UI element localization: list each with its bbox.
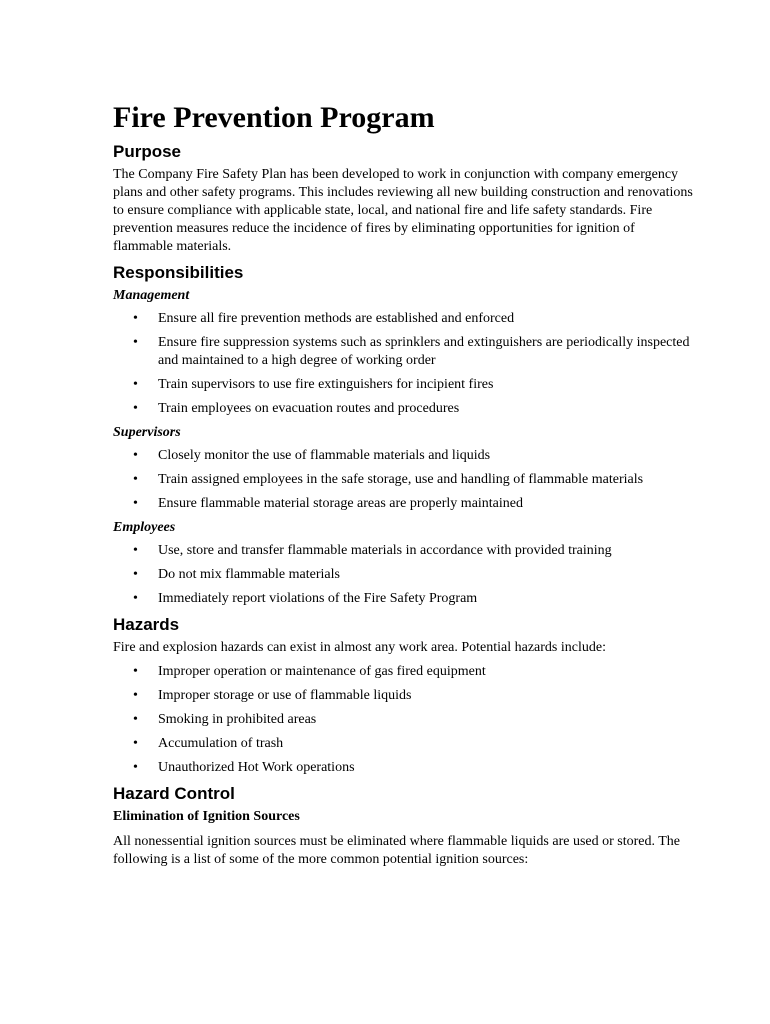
list-item-text: Ensure flammable material storage areas are properly maintained: [158, 496, 523, 511]
management-list: [113, 310, 693, 418]
hazards-intro: Fire and explosion hazards can exist in almost any work area. Potential hazards include:: [113, 640, 606, 655]
list-item: [113, 495, 693, 513]
employees-list: [113, 542, 693, 608]
hazard-control-heading: Hazard Control: [113, 784, 235, 803]
management-subheading: Management: [113, 288, 190, 303]
bullet-icon: •: [133, 591, 138, 606]
list-item: [113, 735, 693, 753]
bullet-icon: •: [133, 496, 138, 511]
employees-subheading: Employees: [113, 520, 176, 535]
document-title: Fire Prevention Program: [113, 101, 435, 134]
purpose-heading: Purpose: [113, 142, 182, 161]
supervisors-subheading: Supervisors: [113, 425, 181, 440]
list-item-text: Use, store and transfer flammable materials in accordance with provided training: [158, 543, 612, 558]
hazards-list: [113, 663, 693, 777]
list-item: [113, 566, 693, 584]
list-item-text: Improper storage or use of flammable liquids: [158, 688, 412, 703]
bullet-icon: •: [133, 311, 138, 326]
bullet-icon: •: [133, 543, 138, 558]
hazards-heading: Hazards: [113, 615, 180, 634]
bullet-icon: •: [133, 472, 138, 487]
list-item: [113, 447, 693, 465]
list-item-text: Train supervisors to use fire extinguishers for incipient fires: [158, 377, 494, 392]
list-item: [113, 542, 693, 560]
purpose-paragraph: The Company Fire Safety Plan has been developed to work in conjunction with company emergency plans and other safety programs. This includes reviewing all new building construction and renovations to ensure compliance with applicable state, local, and national fire and life safety standards. Fire prevention measures reduce the incidence of fires by eliminating opportunities for ignition of flammable materials.: [113, 167, 693, 254]
bullet-icon: •: [133, 712, 138, 727]
list-item: [113, 687, 693, 705]
list-item: [113, 711, 693, 729]
ignition-sources-subheading: Elimination of Ignition Sources: [113, 809, 300, 824]
list-item: [113, 310, 693, 328]
responsibilities-heading: Responsibilities: [113, 263, 244, 282]
list-item-text: Improper operation or maintenance of gas fired equipment: [158, 664, 486, 679]
bullet-icon: •: [133, 664, 138, 679]
list-item: [113, 471, 693, 489]
list-item: [113, 759, 693, 777]
list-item-text: Ensure all fire prevention methods are established and enforced: [158, 311, 515, 326]
bullet-icon: •: [133, 377, 138, 392]
list-item-text: Train assigned employees in the safe storage, use and handling of flammable materials: [158, 472, 644, 487]
bullet-icon: •: [133, 448, 138, 463]
bullet-icon: •: [133, 688, 138, 703]
bullet-icon: •: [133, 401, 138, 416]
bullet-icon: •: [133, 760, 138, 775]
list-item-text: Ensure fire suppression systems such as sprinklers and extinguishers are periodically inspected and maintained to a high degree of working order: [158, 335, 690, 368]
bullet-icon: •: [133, 567, 138, 582]
document-page: [113, 98, 693, 875]
list-item: [113, 663, 693, 681]
bullet-icon: •: [133, 335, 138, 350]
supervisors-list: [113, 447, 693, 513]
list-item-text: Immediately report violations of the Fire Safety Program: [158, 591, 478, 606]
hazard-control-paragraph: All nonessential ignition sources must be eliminated where flammable liquids are used or stored. The following is a list of some of the more common potential ignition sources:: [113, 834, 680, 867]
list-item: [113, 590, 693, 608]
list-item-text: Unauthorized Hot Work operations: [158, 760, 355, 775]
list-item: [113, 400, 693, 418]
list-item-text: Accumulation of trash: [158, 736, 284, 751]
list-item-text: Train employees on evacuation routes and procedures: [158, 401, 460, 416]
list-item: [113, 334, 693, 370]
list-item-text: Smoking in prohibited areas: [158, 712, 317, 727]
list-item-text: Closely monitor the use of flammable materials and liquids: [158, 448, 491, 463]
list-item-text: Do not mix flammable materials: [158, 567, 340, 582]
list-item: [113, 376, 693, 394]
bullet-icon: •: [133, 736, 138, 751]
